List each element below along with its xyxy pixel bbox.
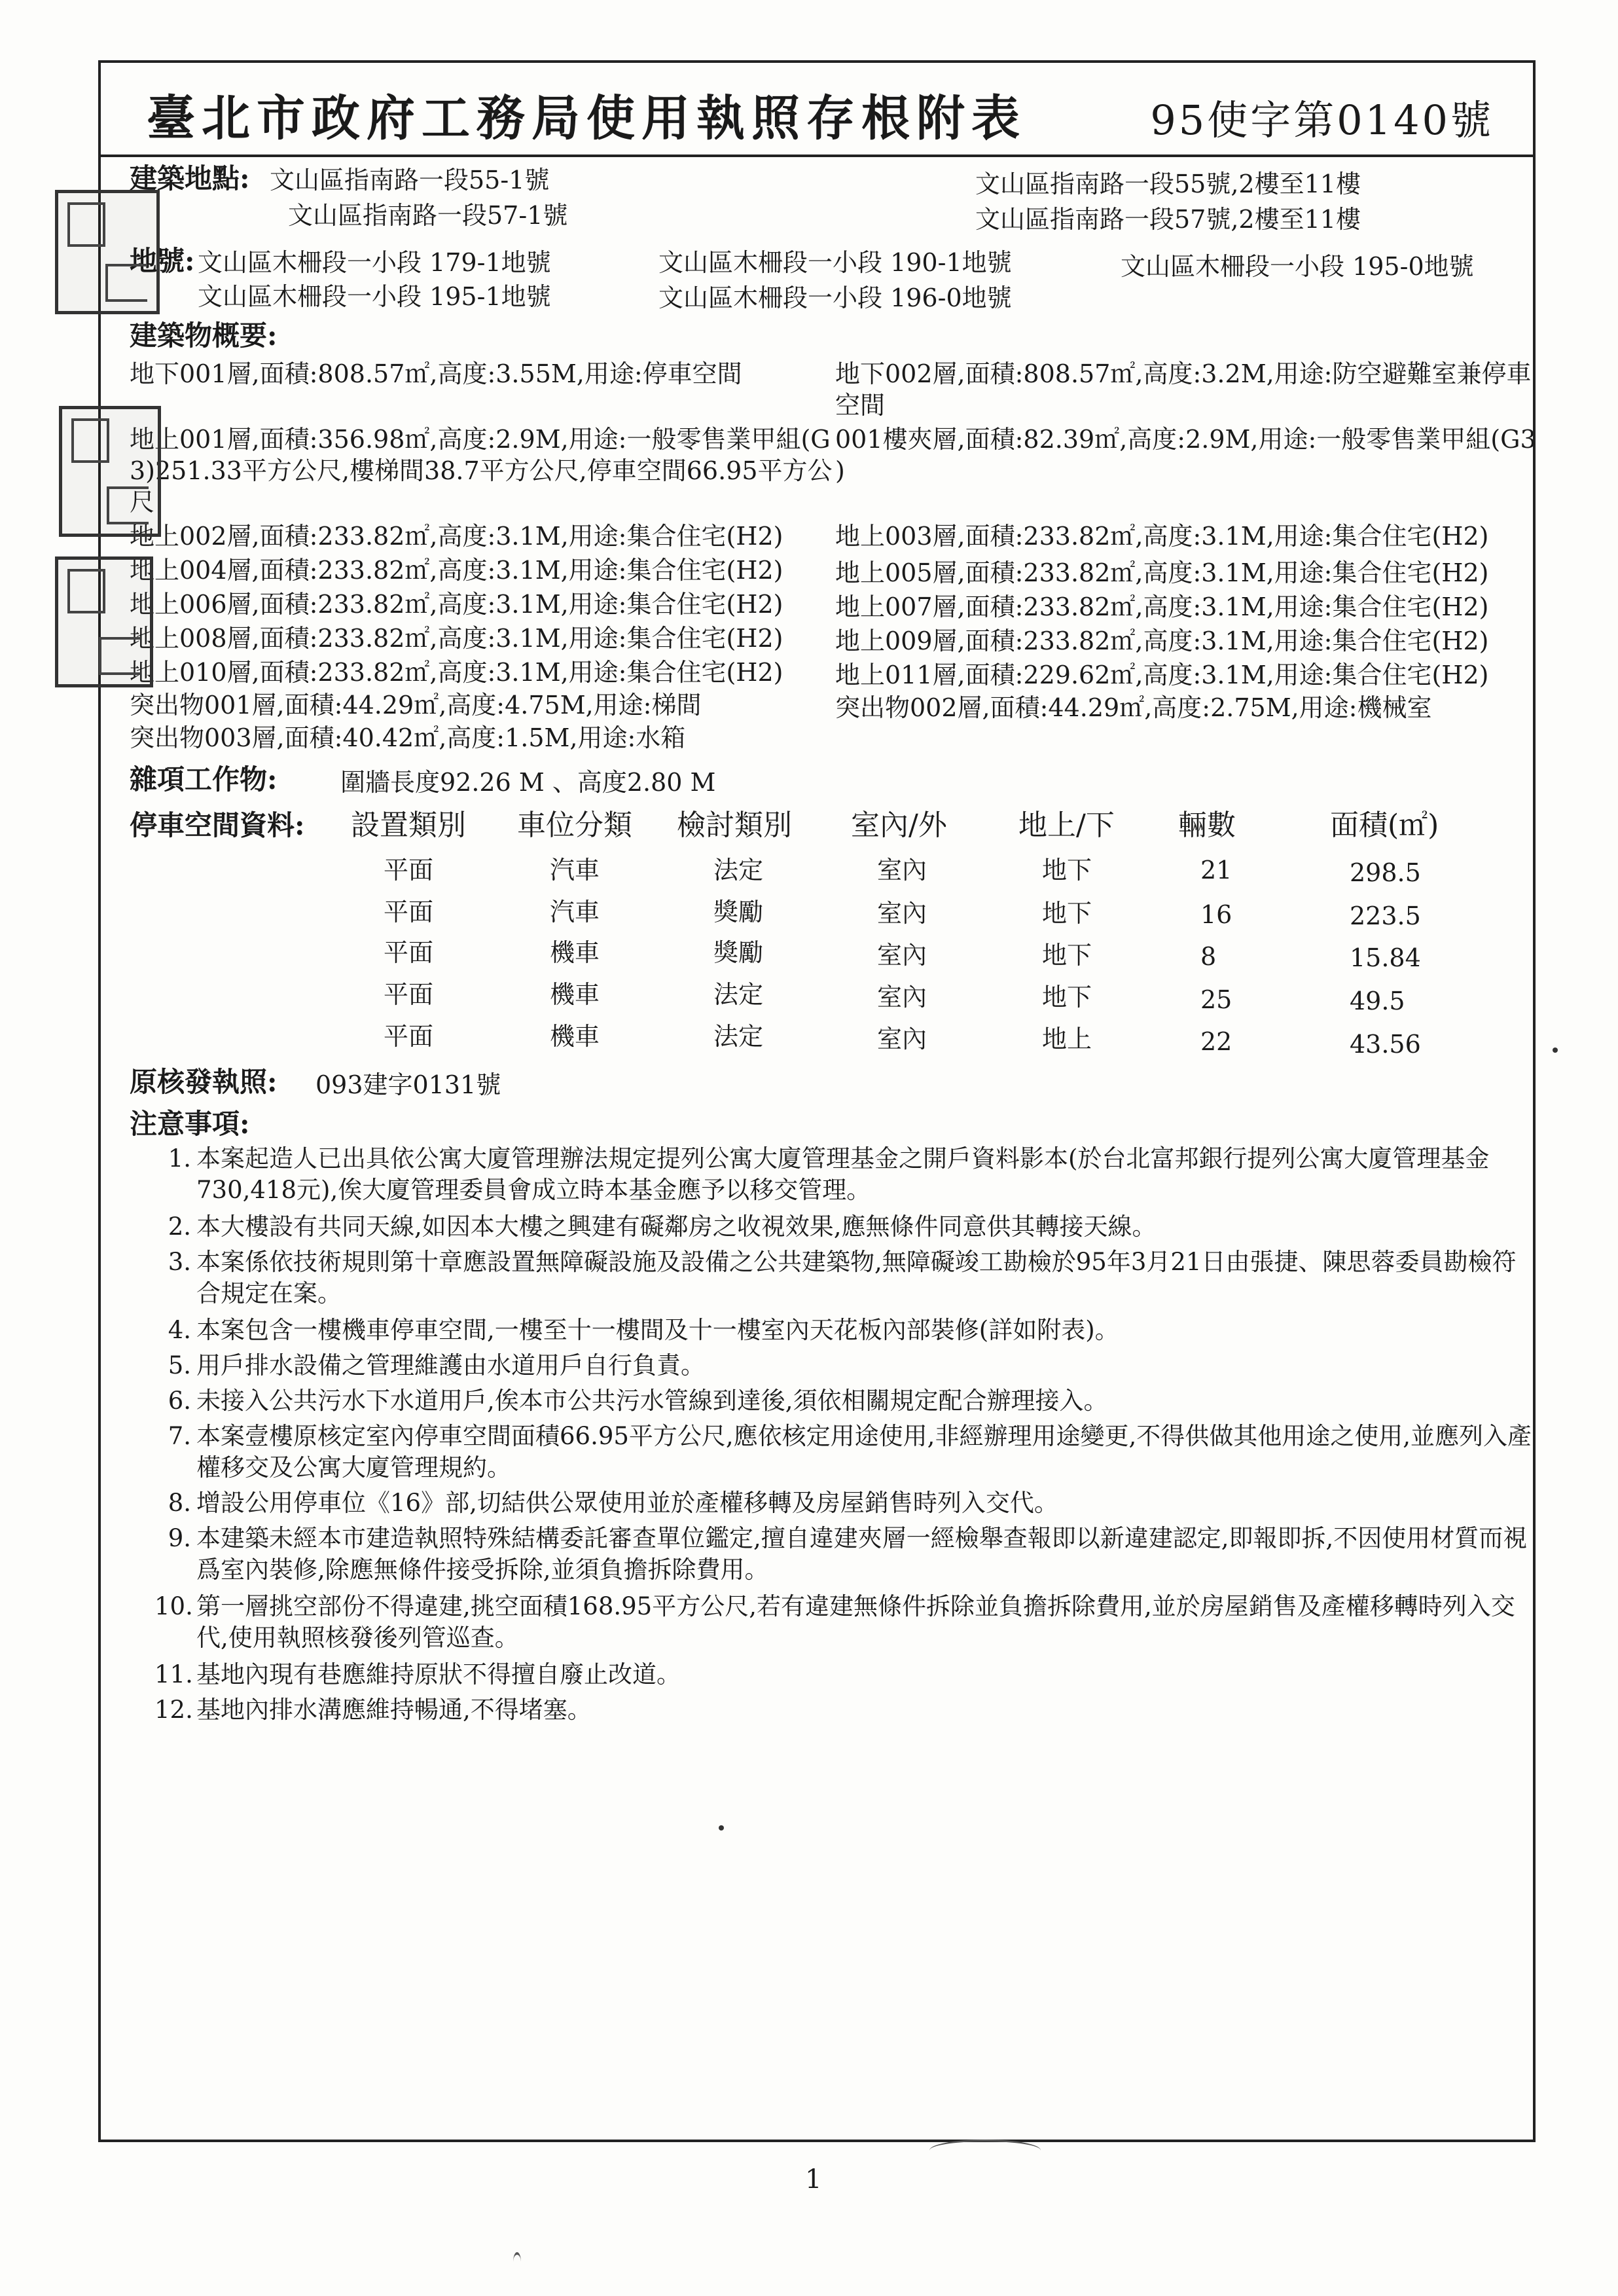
parking-header: 地上/下 bbox=[1018, 809, 1115, 842]
misc-works-label: 雜項工作物: bbox=[130, 763, 278, 795]
note-number: 2. bbox=[168, 1212, 191, 1241]
table-cell: 汽車 bbox=[550, 856, 600, 884]
note-text: 基地內排水溝應維持暢通,不得堵塞。 bbox=[196, 1696, 592, 1724]
building-overview-label: 建築物概要: bbox=[130, 319, 278, 352]
note-text: 本案起造人已出具依公寓大廈管理辦法規定提列公寓大廈管理基金之開戶資料影本(於台北富邦銀行提列公寓大廈管理基金730,418元),俟大廈管理委員會成立時本基金應予以移交管理。 bbox=[196, 1144, 1490, 1204]
parking-header: 輛數 bbox=[1178, 809, 1236, 842]
note-text: 基地內現有巷應維持原狀不得擅自廢止改道。 bbox=[196, 1660, 681, 1688]
list-item bbox=[168, 1247, 1538, 1309]
lot-numbers-label: 地號: bbox=[130, 245, 195, 277]
scan-speck bbox=[719, 1825, 724, 1831]
table-cell: 室內 bbox=[877, 983, 927, 1011]
lot-number: 文山區木柵段一小段 195-0地號 bbox=[1121, 252, 1474, 281]
note-text: 本建築未經本市建造執照特殊結構委託審查單位鑑定,擅自違建夾層一經檢舉查報即以新違建認定,即報即拆,不因使用材質而視爲室內裝修,除應無條件接受拆除,並須負擔拆除費用。 bbox=[196, 1524, 1528, 1584]
list-item bbox=[168, 1315, 1538, 1346]
note-number: 4. bbox=[168, 1316, 191, 1344]
floor-entry: 地上002層,面積:233.82㎡,高度:3.1M,用途:集合住宅(H2) bbox=[130, 522, 783, 551]
note-text: 增設公用停車位《16》部,切結供公眾使用並於產權移轉及房屋銷售時列入交代。 bbox=[196, 1489, 1058, 1517]
note-number: 5. bbox=[168, 1351, 191, 1379]
note-text: 本案包含一樓機車停車空間,一樓至十一樓間及十一樓室內天花板內部裝修(詳如附表)。 bbox=[196, 1316, 1119, 1344]
table-cell: 法定 bbox=[713, 856, 764, 884]
site-address-line: 文山區指南路一段57號,2樓至11樓 bbox=[975, 205, 1361, 234]
floor-entry: 空間 bbox=[835, 391, 886, 420]
floor-entry: 地上001層,面積:356.98㎡,高度:2.9M,用途:一般零售業甲組(G bbox=[130, 425, 831, 454]
list-item bbox=[168, 1421, 1538, 1484]
floor-entry: 地上008層,面積:233.82㎡,高度:3.1M,用途:集合住宅(H2) bbox=[130, 624, 783, 653]
note-text: 本大樓設有共同天線,如因本大樓之興建有礙鄰房之收視效果,應無條件同意供其轉接天線。 bbox=[196, 1212, 1157, 1241]
floor-entry: 3)251.33平方公尺,樓梯間38.7平方公尺,停車空間66.95平方公 bbox=[130, 456, 833, 485]
scan-speck bbox=[1553, 1048, 1558, 1053]
list-item bbox=[154, 1659, 1538, 1690]
table-cell: 室內 bbox=[877, 1025, 927, 1053]
parking-label: 停車空間資料: bbox=[130, 809, 305, 841]
floor-entry: 突出物002層,面積:44.29㎡,高度:2.75M,用途:機械室 bbox=[835, 693, 1432, 722]
table-cell: 25 bbox=[1200, 985, 1232, 1014]
site-address-label: 建築地點: bbox=[130, 162, 250, 194]
floor-entry: 地上011層,面積:229.62㎡,高度:3.1M,用途:集合住宅(H2) bbox=[835, 661, 1489, 689]
parking-header: 車位分類 bbox=[517, 809, 632, 842]
parking-header: 檢討類別 bbox=[677, 809, 792, 842]
floor-entry: 突出物003層,面積:40.42㎡,高度:1.5M,用途:水箱 bbox=[130, 723, 686, 752]
list-item bbox=[154, 1591, 1538, 1654]
floor-entry: 001樓夾層,面積:82.39㎡,高度:2.9M,用途:一般零售業甲組(G3 bbox=[835, 425, 1536, 454]
table-cell: 地上 bbox=[1042, 1025, 1092, 1053]
table-cell: 室內 bbox=[877, 941, 927, 970]
table-cell: 平面 bbox=[384, 856, 434, 884]
note-number: 11. bbox=[154, 1660, 193, 1688]
table-cell: 地下 bbox=[1042, 899, 1092, 928]
note-text: 本案係依技術規則第十章應設置無障礙設施及設備之公共建築物,無障礙竣工勘檢於95年3月21日由張捷、陳思蓉委員勘檢符合規定在案。 bbox=[196, 1248, 1517, 1307]
table-cell: 平面 bbox=[384, 938, 434, 967]
note-text: 第一層挑空部份不得違建,挑空面積168.95平方公尺,若有違建無條件拆除並負擔拆除費用,並於房屋銷售及產權移轉時列入交代,使用執照核發後列管巡查。 bbox=[196, 1592, 1515, 1652]
table-cell: 21 bbox=[1200, 856, 1232, 884]
floor-entry: 地上007層,面積:233.82㎡,高度:3.1M,用途:集合住宅(H2) bbox=[835, 592, 1489, 621]
list-item bbox=[168, 1143, 1538, 1206]
floor-entry: 地上005層,面積:233.82㎡,高度:3.1M,用途:集合住宅(H2) bbox=[835, 558, 1489, 587]
table-cell: 地下 bbox=[1042, 983, 1092, 1011]
notes-label: 注意事項: bbox=[130, 1108, 250, 1140]
table-cell: 機車 bbox=[550, 938, 600, 967]
floor-entry: 尺 bbox=[130, 488, 155, 517]
table-cell: 法定 bbox=[713, 980, 764, 1009]
lot-number: 文山區木柵段一小段 195-1地號 bbox=[198, 282, 551, 311]
note-number: 3. bbox=[168, 1248, 191, 1276]
floor-entry: 突出物001層,面積:44.29㎡,高度:4.75M,用途:梯間 bbox=[130, 691, 702, 720]
table-cell: 22 bbox=[1200, 1027, 1232, 1056]
lot-number: 文山區木柵段一小段 190-1地號 bbox=[658, 248, 1012, 277]
table-cell: 地下 bbox=[1042, 941, 1092, 970]
site-address-line: 文山區指南路一段55-1號 bbox=[270, 166, 550, 194]
list-item bbox=[168, 1487, 1538, 1519]
note-text: 本案壹樓原核定室內停車空間面積66.95平方公尺,應依核定用途使用,非經辦理用途變更,不得供做其他用途之使用,並應列入產權移交及公寓大廈管理規約。 bbox=[196, 1422, 1532, 1482]
seal-stamp bbox=[55, 190, 160, 314]
floor-entry: 地上004層,面積:233.82㎡,高度:3.1M,用途:集合住宅(H2) bbox=[130, 556, 783, 585]
list-item bbox=[154, 1694, 1538, 1726]
parking-header: 設置類別 bbox=[351, 809, 466, 842]
note-number: 12. bbox=[154, 1696, 193, 1724]
original-permit-value: 093建字0131號 bbox=[315, 1070, 501, 1099]
lot-number: 文山區木柵段一小段 196-0地號 bbox=[658, 283, 1012, 312]
floor-entry: 地上009層,面積:233.82㎡,高度:3.1M,用途:集合住宅(H2) bbox=[835, 627, 1489, 655]
table-cell: 室內 bbox=[877, 856, 927, 884]
floor-entry: 地上003層,面積:233.82㎡,高度:3.1M,用途:集合住宅(H2) bbox=[835, 522, 1489, 551]
table-cell: 法定 bbox=[713, 1022, 764, 1051]
note-number: 10. bbox=[154, 1592, 193, 1620]
table-cell: 298.5 bbox=[1350, 858, 1421, 887]
title-row bbox=[101, 63, 1533, 157]
floor-entry: 地上006層,面積:233.82㎡,高度:3.1M,用途:集合住宅(H2) bbox=[130, 590, 783, 619]
table-cell: 地下 bbox=[1042, 856, 1092, 884]
table-cell: 獎勵 bbox=[713, 938, 764, 967]
table-cell: 16 bbox=[1200, 900, 1232, 929]
parking-header: 室內/外 bbox=[851, 809, 947, 842]
list-item bbox=[168, 1385, 1538, 1417]
table-cell: 49.5 bbox=[1350, 987, 1405, 1015]
note-number: 8. bbox=[168, 1489, 191, 1517]
note-number: 9. bbox=[168, 1524, 191, 1552]
note-text: 未接入公共污水下水道用戶,俟本市公共污水管線到達後,須依相關規定配合辦理接入。 bbox=[196, 1387, 1108, 1415]
site-address-line: 文山區指南路一段55號,2樓至11樓 bbox=[975, 170, 1361, 198]
note-number: 6. bbox=[168, 1387, 191, 1415]
note-number: 1. bbox=[168, 1144, 191, 1173]
site-address-line: 文山區指南路一段57-1號 bbox=[288, 201, 568, 230]
misc-works-value: 圍牆長度92.26 M 、高度2.80 M bbox=[340, 768, 716, 797]
table-cell: 平面 bbox=[384, 1022, 434, 1051]
floor-entry: 地下002層,面積:808.57㎡,高度:3.2M,用途:防空避難室兼停車 bbox=[835, 359, 1532, 388]
note-text: 用戶排水設備之管理維護由水道用戶自行負責。 bbox=[196, 1351, 705, 1379]
seal-stamp bbox=[59, 406, 161, 537]
table-cell: 獎勵 bbox=[713, 898, 764, 926]
table-cell: 15.84 bbox=[1350, 943, 1421, 972]
note-number: 7. bbox=[168, 1422, 191, 1450]
pen-mark bbox=[929, 2140, 1041, 2161]
table-cell: 汽車 bbox=[550, 898, 600, 926]
document-title: 臺北市政府工務局使用執照存根附表 bbox=[147, 90, 1026, 147]
table-cell: 43.56 bbox=[1350, 1030, 1421, 1059]
table-cell: 8 bbox=[1200, 942, 1217, 971]
table-cell: 223.5 bbox=[1350, 902, 1421, 930]
list-item bbox=[168, 1523, 1538, 1586]
original-permit-label: 原核發執照: bbox=[130, 1066, 278, 1098]
table-cell: 平面 bbox=[384, 980, 434, 1009]
pen-mark bbox=[513, 2252, 521, 2272]
table-cell: 機車 bbox=[550, 980, 600, 1009]
table-cell: 平面 bbox=[384, 898, 434, 926]
floor-entry: 地下001層,面積:808.57㎡,高度:3.55M,用途:停車空間 bbox=[130, 359, 742, 388]
floor-entry: 地上010層,面積:233.82㎡,高度:3.1M,用途:集合住宅(H2) bbox=[130, 658, 783, 687]
parking-header: 面積(㎡) bbox=[1330, 809, 1439, 842]
page-number: 1 bbox=[805, 2164, 822, 2195]
permit-number: 95使字第0140號 bbox=[1150, 96, 1494, 144]
table-cell: 室內 bbox=[877, 899, 927, 928]
lot-number: 文山區木柵段一小段 179-1地號 bbox=[198, 248, 551, 277]
list-item bbox=[168, 1350, 1538, 1381]
list-item bbox=[168, 1211, 1538, 1243]
floor-entry: ) bbox=[835, 456, 845, 485]
seal-stamp bbox=[55, 556, 153, 687]
table-cell: 機車 bbox=[550, 1022, 600, 1051]
